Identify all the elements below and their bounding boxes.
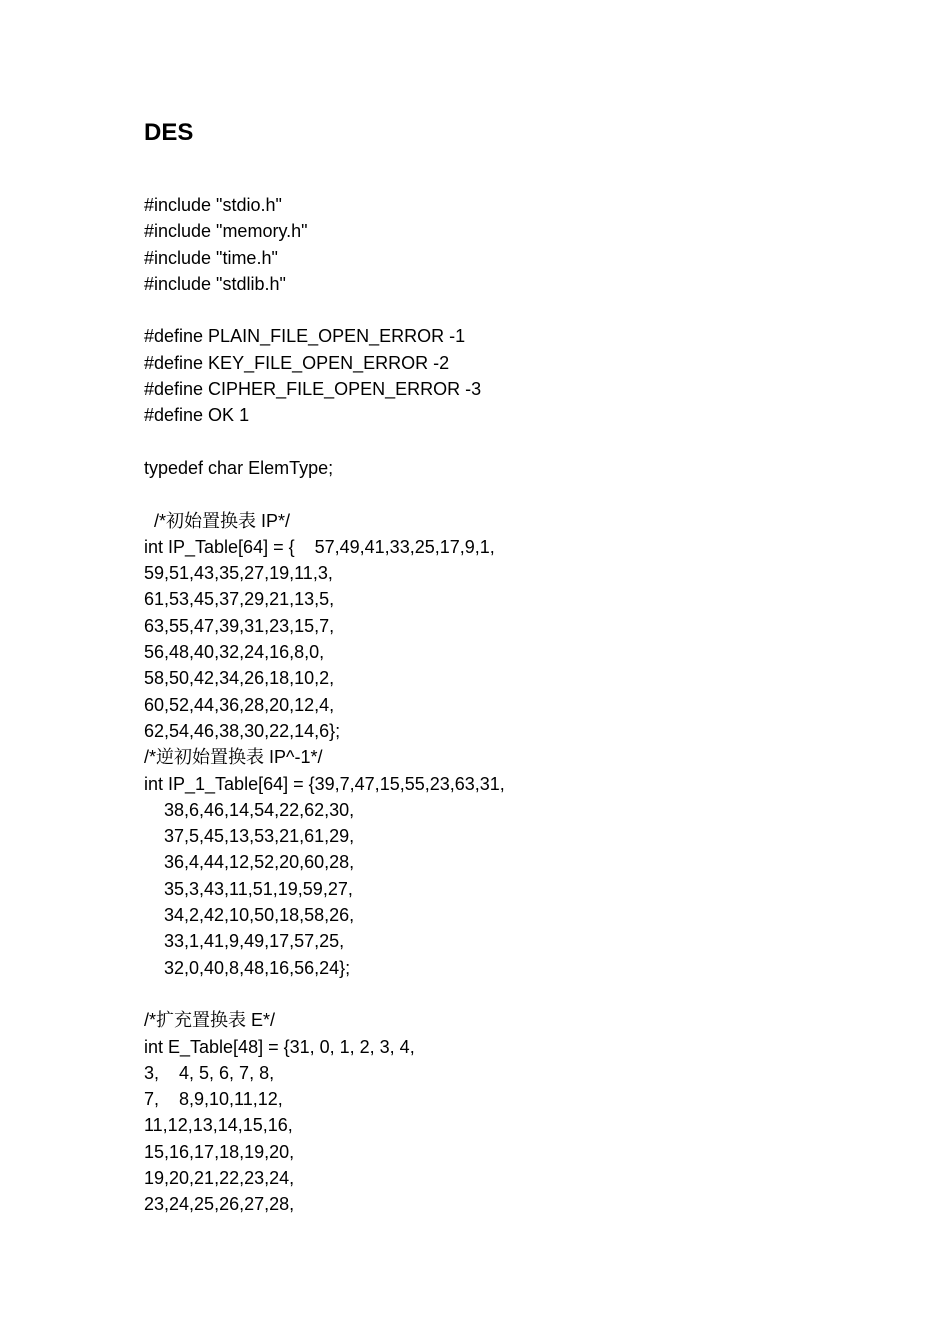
- code-line: int E_Table[48] = {31, 0, 1, 2, 3, 4,: [144, 1036, 415, 1057]
- code-line: 34,2,42,10,50,18,58,26,: [144, 905, 355, 926]
- code-line: #include "stdlib.h": [144, 273, 286, 294]
- code-line: #define CIPHER_FILE_OPEN_ERROR -3: [144, 379, 482, 400]
- code-line: 63,55,47,39,31,23,15,7,: [144, 615, 335, 636]
- code-line: 19,20,21,22,23,24,: [144, 1167, 295, 1188]
- code-line: /*逆初始置换表 IP^-1*/: [144, 747, 323, 768]
- code-line: 36,4,44,12,52,20,60,28,: [144, 852, 355, 873]
- code-line: typedef char ElemType;: [144, 457, 334, 478]
- code-line: /*扩充置换表 E*/: [144, 1010, 276, 1031]
- code-line: int IP_Table[64] = { 57,49,41,33,25,17,9,1,: [144, 536, 495, 557]
- code-line: [144, 429, 505, 455]
- document-title: DES: [144, 119, 194, 146]
- code-line: 59,51,43,35,27,19,11,3,: [144, 563, 333, 584]
- code-line: 58,50,42,34,26,18,10,2,: [144, 668, 335, 689]
- code-line: 11,12,13,14,15,16,: [144, 1115, 293, 1136]
- code-line: /*初始置换表 IP*/: [144, 510, 291, 531]
- code-line: #include "stdio.h": [144, 195, 282, 215]
- code-line: 38,6,46,14,54,22,62,30,: [144, 799, 355, 820]
- code-listing: [144, 192, 505, 1218]
- code-line: 23,24,25,26,27,28,: [144, 1194, 295, 1215]
- code-line: [144, 297, 505, 323]
- code-line: #include "time.h": [144, 247, 278, 268]
- code-line: 56,48,40,32,24,16,8,0,: [144, 642, 325, 663]
- code-line: 33,1,41,9,49,17,57,25,: [144, 931, 345, 952]
- code-line: 3, 4, 5, 6, 7, 8,: [144, 1062, 275, 1083]
- code-line: 62,54,46,38,30,22,14,6};: [144, 720, 341, 741]
- code-line: 35,3,43,11,51,19,59,27,: [144, 878, 353, 899]
- code-line: 37,5,45,13,53,21,61,29,: [144, 826, 355, 847]
- code-line: #define PLAIN_FILE_OPEN_ERROR -1: [144, 326, 466, 347]
- code-line: [144, 981, 505, 1007]
- code-line: 7, 8,9,10,11,12,: [144, 1089, 283, 1110]
- code-line: [144, 481, 505, 507]
- code-line: 15,16,17,18,19,20,: [144, 1141, 295, 1162]
- code-line: 61,53,45,37,29,21,13,5,: [144, 589, 335, 610]
- code-line: 32,0,40,8,48,16,56,24};: [144, 957, 351, 978]
- code-line: #define KEY_FILE_OPEN_ERROR -2: [144, 352, 450, 373]
- code-line: #define OK 1: [144, 405, 250, 426]
- code-line: #include "memory.h": [144, 221, 308, 242]
- code-line: 60,52,44,36,28,20,12,4,: [144, 694, 335, 715]
- code-line: int IP_1_Table[64] = {39,7,47,15,55,23,63,31,: [144, 773, 505, 794]
